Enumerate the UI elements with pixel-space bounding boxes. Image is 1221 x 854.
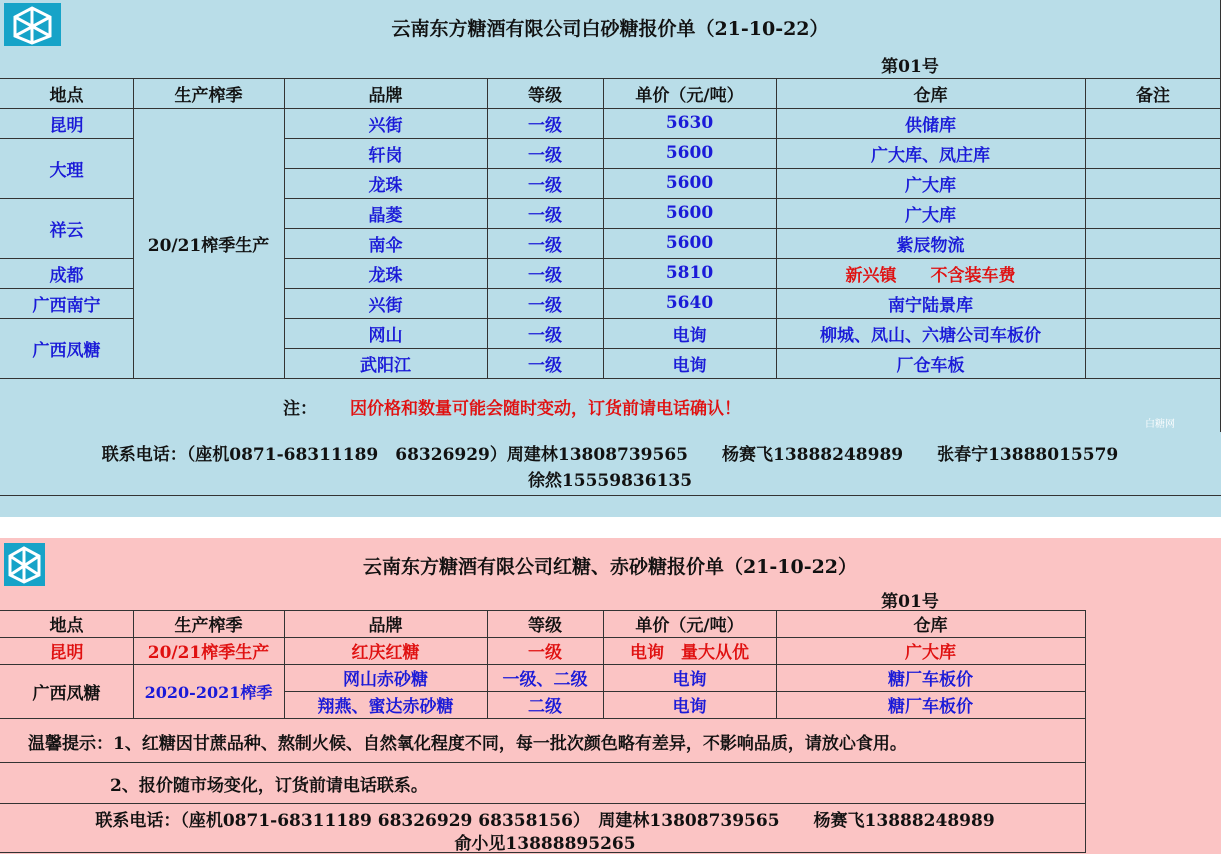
col-header-warehouse: 仓库 — [913, 616, 948, 636]
grid-line — [0, 664, 1085, 665]
location-cell: 成都 — [49, 265, 84, 286]
grid-line — [284, 288, 1221, 289]
company-logo-icon — [4, 543, 45, 586]
warehouse-cell: 新兴镇 不含装车费 — [845, 265, 1016, 286]
grade-cell: 一级 — [528, 235, 562, 256]
warehouse-cell: 紫辰物流 — [896, 235, 965, 256]
sheet1-title: 云南东方糖酒有限公司白砂糖报价单（21-10-22） — [391, 17, 829, 40]
col-header-season: 生产榨季 — [174, 616, 243, 636]
grid-line — [284, 691, 1085, 692]
brand-cell: 翔燕、蜜达赤砂糖 — [317, 697, 454, 717]
location-cell: 祥云 — [49, 220, 84, 241]
grid-line — [0, 637, 1085, 638]
brand-cell: 南伞 — [368, 235, 403, 256]
location-cell: 广西凤糖 — [32, 683, 101, 704]
col-header-location: 地点 — [49, 85, 84, 106]
grade-cell: 一级 — [528, 325, 562, 346]
grade-cell: 一级、二级 — [502, 670, 588, 690]
col-header-season: 生产榨季 — [174, 85, 243, 106]
brand-cell: 武阳江 — [360, 355, 411, 376]
col-header-brand: 品牌 — [368, 85, 403, 106]
brand-cell: 兴街 — [368, 295, 403, 316]
contact-line: 联系电话：（座机0871-68311189 68326929）周建林13808739565 杨赛飞13888248989 张春宁13888015579 — [101, 444, 1119, 465]
grid-line — [0, 762, 1085, 763]
grade-cell: 一级 — [528, 643, 562, 663]
warehouse-cell: 糖厂车板价 — [888, 670, 973, 690]
price-cell: 5600 — [665, 233, 714, 253]
price-cell: 5600 — [665, 143, 714, 163]
company-logo-icon — [4, 3, 61, 46]
grid-line — [284, 348, 1221, 349]
warehouse-cell: 糖厂车板价 — [888, 697, 973, 717]
grid-line — [487, 78, 488, 378]
col-header-brand: 品牌 — [368, 616, 403, 636]
warehouse-cell: 南宁陆景库 — [888, 295, 973, 316]
location-cell: 昆明 — [49, 643, 84, 663]
note-text: 因价格和数量可能会随时变动，订货前请电话确认！ — [350, 398, 741, 419]
col-header-grade: 等级 — [528, 616, 562, 636]
warehouse-cell: 广大库 — [905, 643, 956, 663]
grid-line — [0, 318, 133, 319]
brand-cell: 红庆红糖 — [351, 643, 420, 663]
grid-line — [0, 610, 1085, 611]
grid-line — [0, 495, 1221, 496]
grid-line — [0, 852, 1085, 853]
tip-line: 温馨提示：1、红糖因甘蔗品种、熬制火候、自然氧化程度不同，每一批次颜色略有差异，不影响品质，请放心食用。 — [28, 733, 907, 754]
grade-cell: 二级 — [528, 697, 562, 717]
location-cell: 大理 — [49, 160, 84, 181]
grade-cell: 一级 — [528, 265, 562, 286]
warehouse-cell: 广大库 — [905, 175, 956, 196]
grade-cell: 一级 — [528, 145, 562, 166]
warehouse-cell: 广大库 — [905, 205, 956, 226]
col-header-price: 单价（元/吨） — [635, 616, 744, 636]
location-cell: 昆明 — [49, 115, 84, 136]
grid-line — [0, 78, 1221, 79]
grid-line — [0, 718, 1085, 719]
grid-line — [284, 228, 1221, 229]
sheet1-number: 第01号 — [881, 56, 939, 76]
price-cell: 电询 量大从优 — [630, 643, 749, 663]
price-cell: 5640 — [665, 293, 714, 313]
brand-cell: 网山 — [368, 325, 403, 346]
price-cell: 电询 — [672, 670, 707, 690]
price-cell: 5630 — [665, 113, 714, 133]
grid-line — [0, 378, 1221, 379]
col-header-remark: 备注 — [1136, 85, 1170, 106]
col-header-price: 单价（元/吨） — [635, 85, 744, 106]
grid-line — [0, 138, 133, 139]
warehouse-cell: 柳城、凤山、六塘公司车板价 — [820, 325, 1041, 346]
season-cell: 20/21榨季生产 — [147, 643, 270, 663]
season-cell: 2020-2021榨季 — [144, 682, 273, 702]
watermark: 白糖网 — [1145, 418, 1175, 430]
sheet2-title: 云南东方糖酒有限公司红糖、赤砂糖报价单（21-10-22） — [362, 555, 858, 578]
grid-line — [284, 318, 1221, 319]
grid-line — [284, 168, 1221, 169]
grid-line — [603, 610, 604, 718]
contact-line: 联系电话：（座机0871-68311189 68326929 68358156） 周建林13808739565 杨赛飞13888248989 — [95, 810, 995, 830]
grid-line — [1085, 78, 1086, 378]
grade-cell: 一级 — [528, 295, 562, 316]
grid-line — [0, 258, 133, 259]
grid-line — [284, 258, 1221, 259]
note-label: 注： — [283, 398, 317, 419]
grid-line — [284, 610, 285, 718]
location-cell: 广西南宁 — [32, 295, 101, 316]
brand-cell: 兴街 — [368, 115, 403, 136]
price-cell: 5810 — [665, 263, 714, 283]
grid-line — [776, 78, 777, 378]
grid-line — [487, 610, 488, 718]
grid-line — [133, 78, 134, 378]
price-cell: 电询 — [672, 325, 707, 346]
grade-cell: 一级 — [528, 115, 562, 136]
grid-line — [603, 78, 604, 378]
grid-line — [0, 803, 1085, 804]
col-header-grade: 等级 — [528, 85, 562, 106]
grid-line — [284, 78, 285, 378]
grid-line — [1085, 610, 1086, 853]
season-cell: 20/21榨季生产 — [147, 235, 270, 256]
grid-line — [776, 610, 777, 718]
price-cell: 电询 — [672, 697, 707, 717]
grid-line — [133, 610, 134, 718]
price-cell: 5600 — [665, 203, 714, 223]
warehouse-cell: 供储库 — [905, 115, 956, 136]
warehouse-cell: 厂仓车板 — [896, 355, 965, 376]
location-cell: 广西凤糖 — [32, 340, 101, 361]
contact-line: 徐然15559836135 — [527, 470, 693, 491]
grid-line — [284, 198, 1221, 199]
contact-line: 俞小见13888895265 — [454, 833, 636, 852]
brand-cell: 晶菱 — [368, 205, 403, 226]
sheet-separator — [0, 517, 1221, 538]
grade-cell: 一级 — [528, 355, 562, 376]
brand-cell: 网山赤砂糖 — [343, 670, 428, 690]
brand-cell: 轩岗 — [368, 145, 403, 166]
sheet2-number: 第01号 — [881, 591, 939, 610]
brand-cell: 龙珠 — [368, 265, 403, 286]
grade-cell: 一级 — [528, 205, 562, 226]
grid-line — [0, 288, 133, 289]
grid-line — [0, 198, 133, 199]
price-cell: 电询 — [672, 355, 707, 376]
grade-cell: 一级 — [528, 175, 562, 196]
grid-line — [284, 138, 1221, 139]
col-header-location: 地点 — [49, 616, 84, 636]
warehouse-cell: 广大库、凤庄库 — [871, 145, 990, 166]
col-header-warehouse: 仓库 — [913, 85, 948, 106]
grid-line — [0, 108, 1221, 109]
price-cell: 5600 — [665, 173, 714, 193]
tip-line: 2、报价随市场变化，订货前请电话联系。 — [110, 775, 428, 796]
brand-cell: 龙珠 — [368, 175, 403, 196]
